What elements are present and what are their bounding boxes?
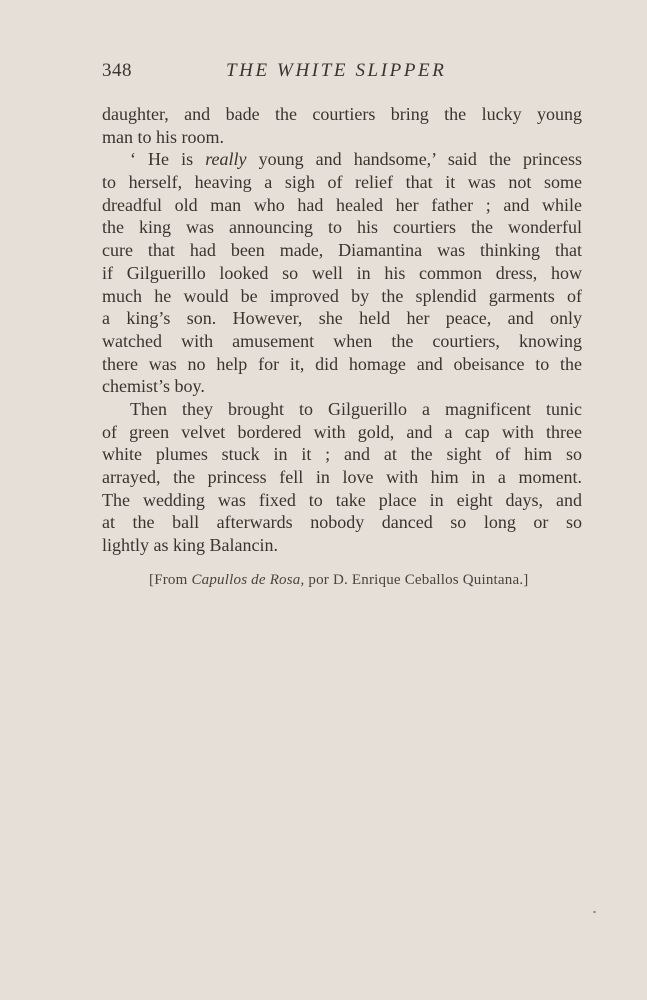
citation-book-title: Capullos de Rosa xyxy=(191,572,301,588)
text-line: daughter, and bade the courtiers bring the lucky young xyxy=(102,104,582,124)
text-line: arrayed, the princess fell in love with him in a moment. xyxy=(102,467,582,487)
italic-emphasis: really xyxy=(205,149,247,170)
text-line-paragraph-start xyxy=(102,148,582,171)
text-run: young and handsome,’ said the princess xyxy=(246,149,582,170)
paper-speck xyxy=(593,911,596,913)
running-head xyxy=(102,60,582,90)
text-run: ‘ He is xyxy=(130,149,206,170)
running-title: THE WHITE SLIPPER xyxy=(226,60,447,81)
text-line: watched with amusement when the courtiers, knowing xyxy=(102,330,582,351)
text-line: The wedding was fixed to take place in eight days, and xyxy=(102,489,582,510)
citation-open: [From xyxy=(149,572,192,588)
text-line: lightly as king Balancin. xyxy=(102,535,278,556)
text-line: dreadful old man who had healed her father ; and while xyxy=(102,194,582,215)
text-line: a king’s son. However, she held her peace, and only xyxy=(102,308,582,329)
page-number: 348 xyxy=(102,60,132,81)
text-line: if Gilguerillo looked so well in his common dress, how xyxy=(102,262,582,283)
text-line: there was no help for it, did homage and obeisance to the xyxy=(102,353,582,374)
body-text xyxy=(102,103,582,557)
text-line: chemist’s boy. xyxy=(102,376,205,397)
source-citation xyxy=(149,570,569,590)
citation-author: , por D. Enrique Ceballos Quintana.] xyxy=(300,572,529,588)
text-line: man to his room. xyxy=(102,126,224,147)
text-line: the king was announcing to his courtiers the wonderful xyxy=(102,217,582,238)
text-line: cure that had been made, Diamantina was thinking that xyxy=(102,240,582,261)
text-line: at the ball afterwards nobody danced so long or so xyxy=(102,512,582,533)
text-line: much he would be improved by the splendid garments of xyxy=(102,285,582,306)
text-line: white plumes stuck in it ; and at the sight of him so xyxy=(102,444,582,465)
text-line: to herself, heaving a sigh of relief that it was not some xyxy=(102,172,582,193)
text-line: of green velvet bordered with gold, and a cap with three xyxy=(102,421,582,442)
text-line-paragraph-start: Then they brought to Gilguerillo a magnificent tunic xyxy=(130,398,582,419)
